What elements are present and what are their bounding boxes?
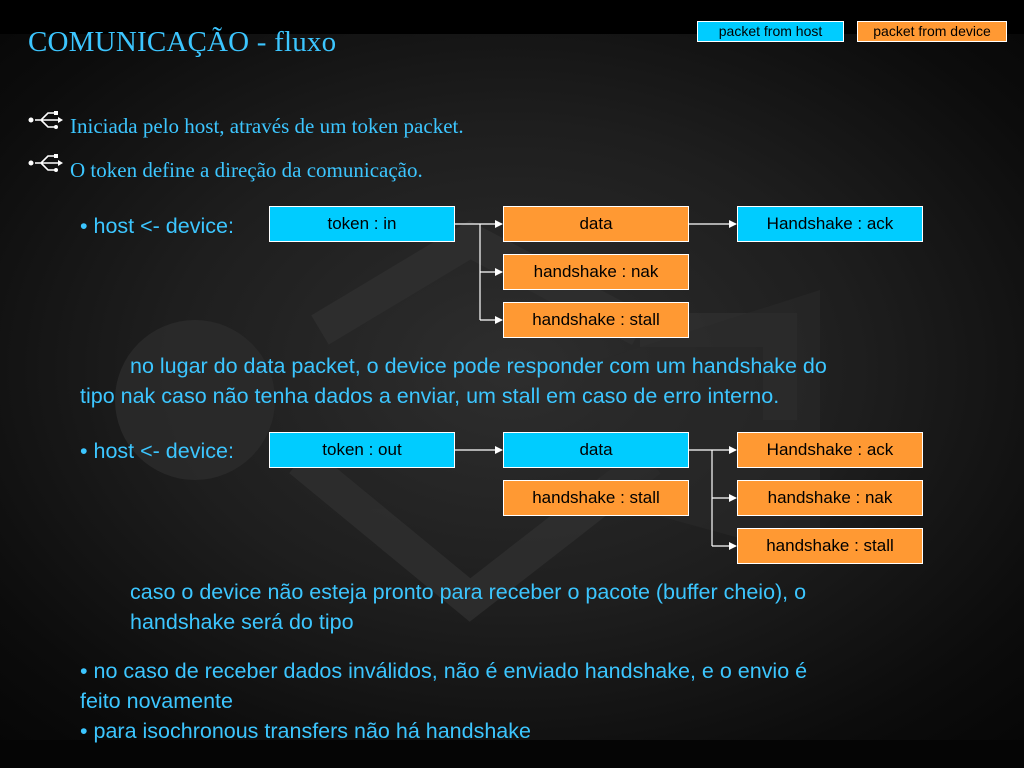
page-title: COMUNICAÇÃO - fluxo	[28, 26, 337, 58]
handshake-ack-in: Handshake : ack	[737, 206, 923, 242]
data-packet-in: data	[503, 206, 689, 242]
legend-device-packet: packet from device	[857, 21, 1007, 42]
legend-host-packet: packet from host	[697, 21, 844, 42]
final-note-1-line-2: feito novamente	[80, 689, 233, 713]
handshake-ack-out: Handshake : ack	[737, 432, 923, 468]
note-in-line-1: no lugar do data packet, o device pode responder com um handshake do	[130, 354, 827, 378]
handshake-nak-out: handshake : nak	[737, 480, 923, 516]
handshake-stall-in: handshake : stall	[503, 302, 689, 338]
final-note-1-line-1: • no caso de receber dados inválidos, não é enviado handshake, e o envio é	[80, 659, 808, 683]
handshake-stall-alt-out: handshake : stall	[503, 480, 689, 516]
flow-out-label: • host <- device:	[80, 439, 234, 463]
data-packet-out: data	[503, 432, 689, 468]
handshake-stall-out: handshake : stall	[737, 528, 923, 564]
note-out-line-1: caso o device não esteja pronto para receber o pacote (buffer cheio), o	[130, 580, 807, 604]
final-note-2: • para isochronous transfers não há handshake	[80, 719, 531, 743]
note-in-line-2: tipo nak caso não tenha dados a enviar, um stall em caso de erro interno.	[80, 384, 780, 408]
handshake-nak-in: handshake : nak	[503, 254, 689, 290]
flow-in-label: • host <- device:	[80, 214, 234, 238]
token-out-packet: token : out	[269, 432, 455, 468]
token-in-packet: token : in	[269, 206, 455, 242]
bullet-text-token-direction: O token define a direção da comunicação.	[70, 158, 423, 182]
bullet-text-host-initiated: Iniciada pelo host, através de um token packet.	[70, 114, 464, 138]
note-out-line-2: handshake será do tipo	[130, 610, 354, 634]
